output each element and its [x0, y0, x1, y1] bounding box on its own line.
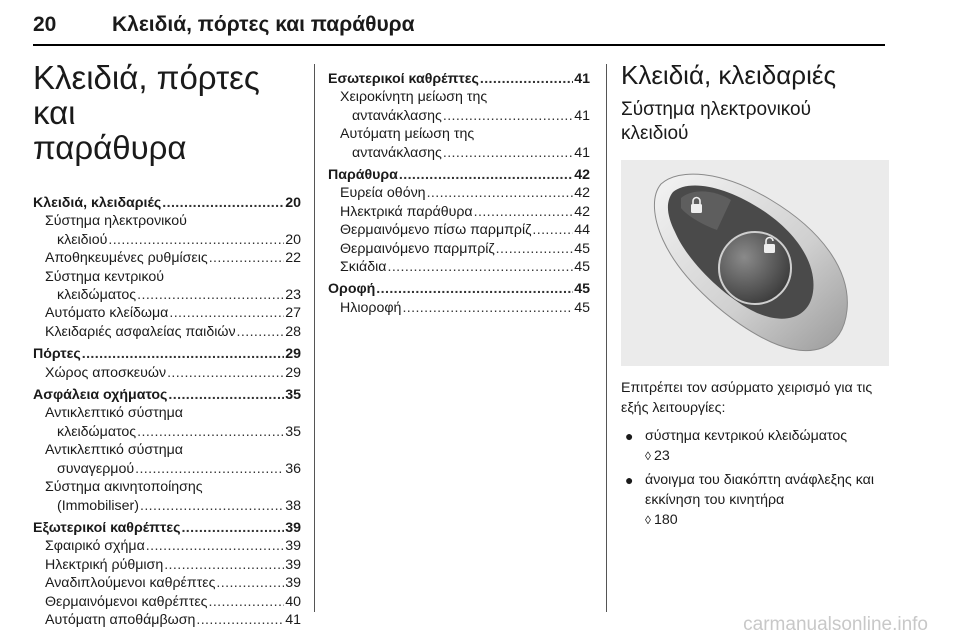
- toc-page-number: 22: [285, 250, 301, 267]
- toc-leader-dots: [196, 611, 284, 629]
- toc-entry-label: Αναδιπλούμενοι καθρέπτες: [45, 575, 216, 592]
- toc-entry-label: κλειδώματος: [57, 423, 137, 440]
- toc-page-number: 39: [285, 556, 301, 573]
- toc-entry[interactable]: [33, 268, 301, 286]
- toc-entry[interactable]: [33, 478, 301, 496]
- toc-page-number: 45: [574, 259, 590, 276]
- toc-leader-dots: [443, 107, 573, 125]
- toc-leader-dots: [208, 593, 284, 611]
- toc-leader-dots: [480, 70, 573, 88]
- toc-entry-label: Αυτόματο κλείδωμα: [45, 305, 169, 322]
- toc-entry[interactable]: [328, 299, 590, 317]
- toc-entry[interactable]: [328, 203, 590, 221]
- electronic-key-photo: [621, 160, 889, 366]
- toc-page-number: 42: [574, 185, 590, 202]
- toc-leader-dots: [402, 299, 573, 317]
- bullet-icon: ●: [625, 472, 634, 488]
- toc-entry-label: Κλειδιά, κλειδαριές: [33, 195, 162, 211]
- toc-leader-dots: [237, 323, 285, 341]
- toc-page-number: 29: [285, 364, 301, 381]
- toc-entry[interactable]: [328, 240, 590, 258]
- toc-leader-dots: [399, 166, 573, 184]
- toc-chapter-entry[interactable]: [328, 166, 590, 184]
- toc-page-number: 41: [285, 611, 301, 628]
- toc-entry-label: Σκιάδια: [340, 259, 387, 276]
- toc-leader-dots: [137, 286, 284, 304]
- toc-leader-dots: [108, 231, 284, 249]
- toc-page-number: 29: [285, 346, 301, 363]
- toc-entry[interactable]: [328, 221, 590, 239]
- toc-leader-dots: [387, 258, 573, 276]
- list-item: [621, 470, 891, 530]
- toc-entry-label: Θερμαινόμενοι καθρέπτες: [45, 593, 208, 610]
- toc-page-number: 20: [285, 231, 301, 248]
- toc-leader-dots: [164, 556, 284, 574]
- running-title: Κλειδιά, πόρτες και παράθυρα: [112, 13, 415, 36]
- toc-entry-label: κλειδιού: [57, 231, 108, 248]
- page-reference[interactable]: ◊ 180: [645, 512, 678, 528]
- toc-page-number: 39: [285, 519, 301, 536]
- toc-entry[interactable]: [33, 286, 301, 304]
- key-fob-illustration: [621, 160, 889, 366]
- toc-entry-label: Σύστημα ηλεκτρονικού: [45, 213, 187, 230]
- toc-page-number: 44: [574, 222, 590, 239]
- toc-entry-label: αντανάκλασης: [352, 144, 442, 161]
- toc-leader-dots: [427, 184, 574, 202]
- table-of-contents: [33, 194, 301, 629]
- reference-arrow-icon: ◊: [645, 513, 651, 527]
- toc-entry-label: Ηλεκτρική ρύθμιση: [45, 556, 164, 573]
- toc-page-number: 38: [285, 497, 301, 514]
- toc-entry[interactable]: [33, 441, 301, 459]
- toc-page-number: 41: [574, 107, 590, 124]
- toc-entry-label: Αυτόματη αποθάμβωση: [45, 611, 196, 628]
- toc-page-number: 39: [285, 575, 301, 592]
- toc-leader-dots: [140, 497, 284, 515]
- toc-page-number: 40: [285, 593, 301, 610]
- toc-page-number: 39: [285, 538, 301, 555]
- toc-page-number: 45: [574, 299, 590, 316]
- toc-entry-label: Ευρεία οθόνη: [340, 185, 426, 202]
- toc-entry[interactable]: [33, 556, 301, 574]
- toc-chapter-entry[interactable]: [33, 386, 301, 404]
- page-number: 20: [33, 13, 57, 36]
- toc-leader-dots: [474, 203, 574, 221]
- toc-leader-dots: [376, 280, 573, 298]
- toc-entry-label: Παράθυρα: [328, 167, 398, 184]
- watermark: carmanualsonline.info: [743, 614, 928, 635]
- toc-entry[interactable]: [33, 231, 301, 249]
- toc-entry[interactable]: [33, 593, 301, 611]
- toc-entry[interactable]: [328, 144, 590, 162]
- toc-entry[interactable]: [33, 423, 301, 441]
- toc-entry-label: Αντικλεπτικό σύστημα: [45, 405, 184, 422]
- content-column: [621, 60, 891, 534]
- toc-entry[interactable]: [33, 404, 301, 422]
- toc-entry-label: Αυτόματη μείωση της: [340, 126, 475, 143]
- toc-entry-label: Ηλιοροφή: [340, 299, 402, 316]
- toc-entry-label: Εξωτερικοί καθρέπτες: [33, 519, 181, 536]
- toc-leader-dots: [169, 304, 284, 322]
- toc-page-number: 41: [574, 71, 590, 87]
- toc-entry-label: (Immobiliser): [57, 497, 139, 514]
- toc-leader-dots: [209, 249, 285, 267]
- toc-entry[interactable]: [33, 497, 301, 515]
- toc-chapter-entry[interactable]: [33, 345, 301, 363]
- toc-page-number: 35: [285, 387, 301, 404]
- toc-entry[interactable]: [33, 212, 301, 230]
- toc-leader-dots: [167, 364, 284, 382]
- toc-leader-dots: [181, 519, 284, 537]
- toc-page-number: 20: [285, 195, 301, 211]
- toc-entry-label: Αποθηκευμένες ρυθμίσεις: [45, 250, 208, 267]
- toc-entry[interactable]: [33, 460, 301, 478]
- toc-chapter-entry[interactable]: [328, 280, 590, 298]
- toc-entry[interactable]: [33, 611, 301, 629]
- toc-entry-label: Σύστημα ακινητοποίησης: [45, 479, 203, 496]
- toc-entry[interactable]: [328, 88, 590, 106]
- toc-entry[interactable]: [33, 574, 301, 592]
- toc-entry[interactable]: [33, 364, 301, 382]
- toc-entry-label: Σύστημα κεντρικού: [45, 268, 165, 285]
- list-item-text: άνοιγμα του διακόπτη ανάφλεξης και εκκίνηση του κινητήρα: [645, 472, 874, 508]
- toc-entry-label: Οροφή: [328, 281, 376, 298]
- feature-list: [621, 426, 891, 530]
- toc-leader-dots: [168, 386, 284, 404]
- chapter-title: Κλειδιά, πόρτες και παράθυρα: [33, 59, 260, 166]
- toc-entry-label: Σφαιρικό σχήμα: [45, 538, 145, 555]
- page-header: [33, 6, 885, 46]
- bullet-icon: ●: [625, 428, 634, 444]
- intro-paragraph: Επιτρέπει τον ασύρματο χειρισμό για τις εξής λειτουργίες:: [621, 380, 873, 416]
- toc-page-number: 28: [285, 323, 301, 340]
- toc-column-1: [33, 60, 301, 629]
- toc-page-number: 45: [574, 240, 590, 257]
- table-of-contents-continued: [328, 70, 590, 317]
- toc-chapter-entry[interactable]: [328, 70, 590, 88]
- column-divider-1: [314, 64, 315, 612]
- toc-page-number: 35: [285, 423, 301, 440]
- toc-entry-label: Θερμαινόμενο παρμπρίζ: [340, 240, 495, 257]
- toc-leader-dots: [146, 537, 284, 555]
- toc-entry-label: Χειροκίνητη μείωση της: [340, 89, 488, 106]
- toc-page-number: 42: [574, 167, 590, 184]
- page-reference[interactable]: ◊ 23: [645, 448, 670, 464]
- toc-leader-dots: [162, 194, 284, 212]
- toc-page-number: 45: [574, 281, 590, 298]
- toc-entry-label: αντανάκλασης: [352, 107, 442, 124]
- toc-page-number: 23: [285, 287, 301, 304]
- reference-arrow-icon: ◊: [645, 449, 651, 463]
- list-item: [621, 426, 891, 466]
- toc-chapter-entry[interactable]: [33, 194, 301, 212]
- column-divider-2: [606, 64, 607, 612]
- toc-entry[interactable]: [33, 537, 301, 555]
- toc-entry-label: Ηλεκτρικά παράθυρα: [340, 203, 473, 220]
- toc-entry[interactable]: [328, 258, 590, 276]
- toc-entry[interactable]: [33, 323, 301, 341]
- toc-page-number: 27: [285, 305, 301, 322]
- toc-entry-label: Ασφάλεια οχήματος: [33, 387, 168, 404]
- toc-leader-dots: [137, 423, 284, 441]
- toc-entry-label: Πόρτες: [33, 346, 81, 363]
- toc-chapter-entry[interactable]: [33, 519, 301, 537]
- toc-entry-label: Χώρος αποσκευών: [45, 364, 167, 381]
- toc-entry-label: Εσωτερικοί καθρέπτες: [328, 71, 479, 87]
- toc-entry-label: Κλειδαριές ασφαλείας παιδιών: [45, 323, 236, 340]
- toc-column-2: [328, 70, 590, 317]
- toc-page-number: 41: [574, 144, 590, 161]
- toc-entry[interactable]: [33, 249, 301, 267]
- toc-leader-dots: [82, 345, 284, 363]
- subsection-title: Σύστημα ηλεκτρονικού κλειδιού: [621, 99, 812, 144]
- toc-leader-dots: [135, 460, 284, 478]
- section-title: Κλειδιά, κλειδαριές: [621, 60, 836, 90]
- toc-leader-dots: [216, 574, 284, 592]
- toc-entry[interactable]: [328, 184, 590, 202]
- toc-entry-label: κλειδώματος: [57, 287, 137, 304]
- toc-entry[interactable]: [328, 107, 590, 125]
- toc-entry-label: Θερμαινόμενο πίσω παρμπρίζ: [340, 222, 532, 239]
- toc-leader-dots: [496, 240, 574, 258]
- list-item-text: σύστημα κεντρικού κλειδώματος: [645, 428, 848, 444]
- toc-entry-label: Αντικλεπτικό σύστημα: [45, 442, 184, 459]
- toc-leader-dots: [443, 144, 573, 162]
- toc-entry[interactable]: [33, 304, 301, 322]
- toc-page-number: 36: [285, 460, 301, 477]
- toc-entry-label: συναγερμού: [57, 460, 135, 477]
- toc-page-number: 42: [574, 203, 590, 220]
- toc-entry[interactable]: [328, 125, 590, 143]
- toc-leader-dots: [532, 221, 573, 239]
